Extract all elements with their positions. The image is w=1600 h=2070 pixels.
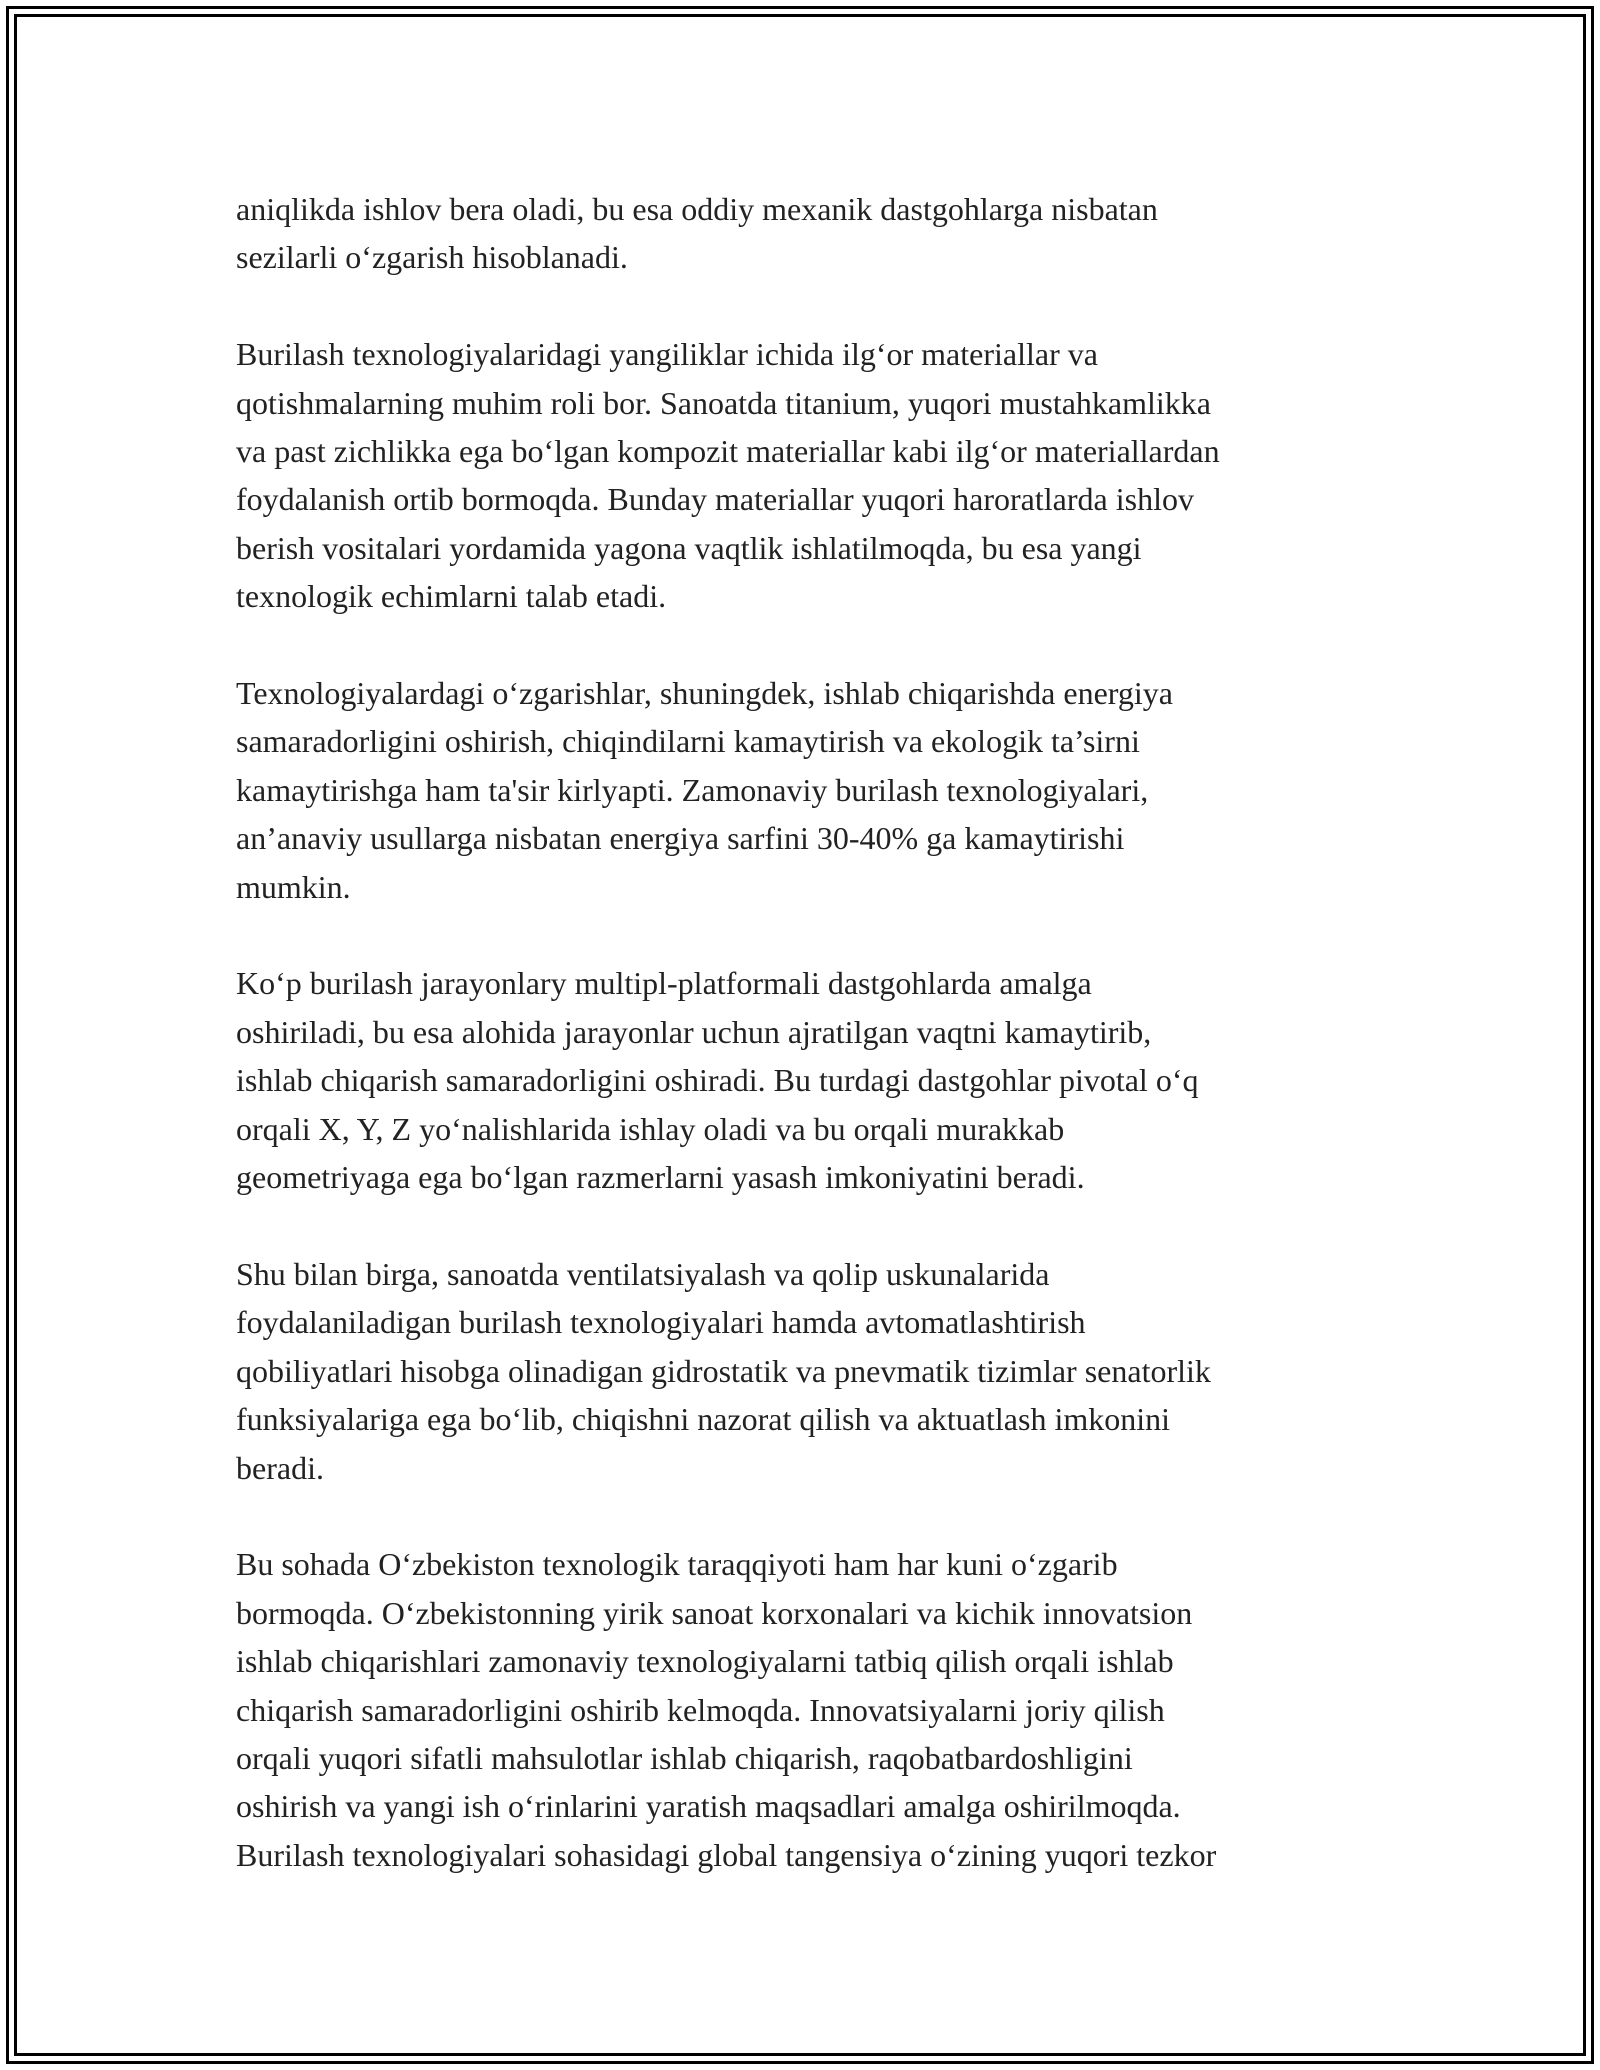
paragraph-2: Burilash texnologiyalaridagi yangiliklar ichida ilg‘or materiallar va qotishmalarning muhim roli bor. Sanoatda titanium, yuqori mustahkamlikka va past zichlikka ega bo‘lgan kompozit materiallar kabi ilg‘or materiallardan foydalanish ortib bormoqda. Bunday materiallar yuqori haroratlarda ishlov berish vositalari yordamida yagona vaqtlik ishlatilmoqda, bu esa yangi texnologik echimlarni talab etadi. [236, 336, 1220, 615]
document-body [236, 185, 1386, 1879]
paragraph-5: Shu bilan birga, sanoatda ventilatsiyalash va qolip uskunalarida foydalaniladigan burilash texnologiyalari hamda avtomatlashtirish qobiliyatlari hisobga olinadigan gidrostatik va pnevmatik tizimlar senatorlik funksiyalariga ega bo‘lib, chiqishni nazorat qilish va aktuatlash imkonini beradi. [236, 1255, 1211, 1486]
paragraph-1: aniqlikda ishlov bera oladi, bu esa oddiy mexanik dastgohlarga nisbatan sezilarli o‘zgarish hisoblanadi. [236, 191, 1158, 276]
paragraph-6: Bu sohada O‘zbekiston texnologik taraqqiyoti ham har kuni o‘zgarib bormoqda. O‘zbekistonning yirik sanoat korxonalari va kichik innovatsion ishlab chiqarishlari zamonaviy texnologiyalarni tatbiq qilish orqali ishlab chiqarish samaradorligini oshirib kelmoqda. Innovatsiyalarni joriy qilish orqali yuqori sifatli mahsulotlar ishlab chiqarish, raqobatbardoshligini oshirish va yangi ish o‘rinlarini yaratish maqsadlari amalga oshirilmoqda. Burilash texnologiyalari sohasidagi global tangensiya o‘zining yuqori tezkor [236, 1546, 1217, 1873]
paragraph-3: Texnologiyalardagi o‘zgarishlar, shuningdek, ishlab chiqarishda energiya samaradorligini oshirish, chiqindilarni kamaytirish va ekologik ta’sirni kamaytirishga ham ta'sir kirlyapti. Zamonaviy burilash texnologiyalari, an’anaviy usullarga nisbatan energiya sarfini 30-40% ga kamaytirishi mumkin. [236, 675, 1173, 905]
paragraph-4: Ko‘p burilash jarayonlary multipl-platformali dastgohlarda amalga oshiriladi, bu esa alohida jarayonlar uchun ajratilgan vaqtni kamaytirib, ishlab chiqarish samaradorligini oshiradi. Bu turdagi dastgohlar pivotal o‘q orqali X, Y, Z yo‘nalishlarida ishlay oladi va bu orqali murakkab geometriyaga ega bo‘lgan razmerlarni yasash imkoniyatini beradi. [236, 965, 1199, 1196]
